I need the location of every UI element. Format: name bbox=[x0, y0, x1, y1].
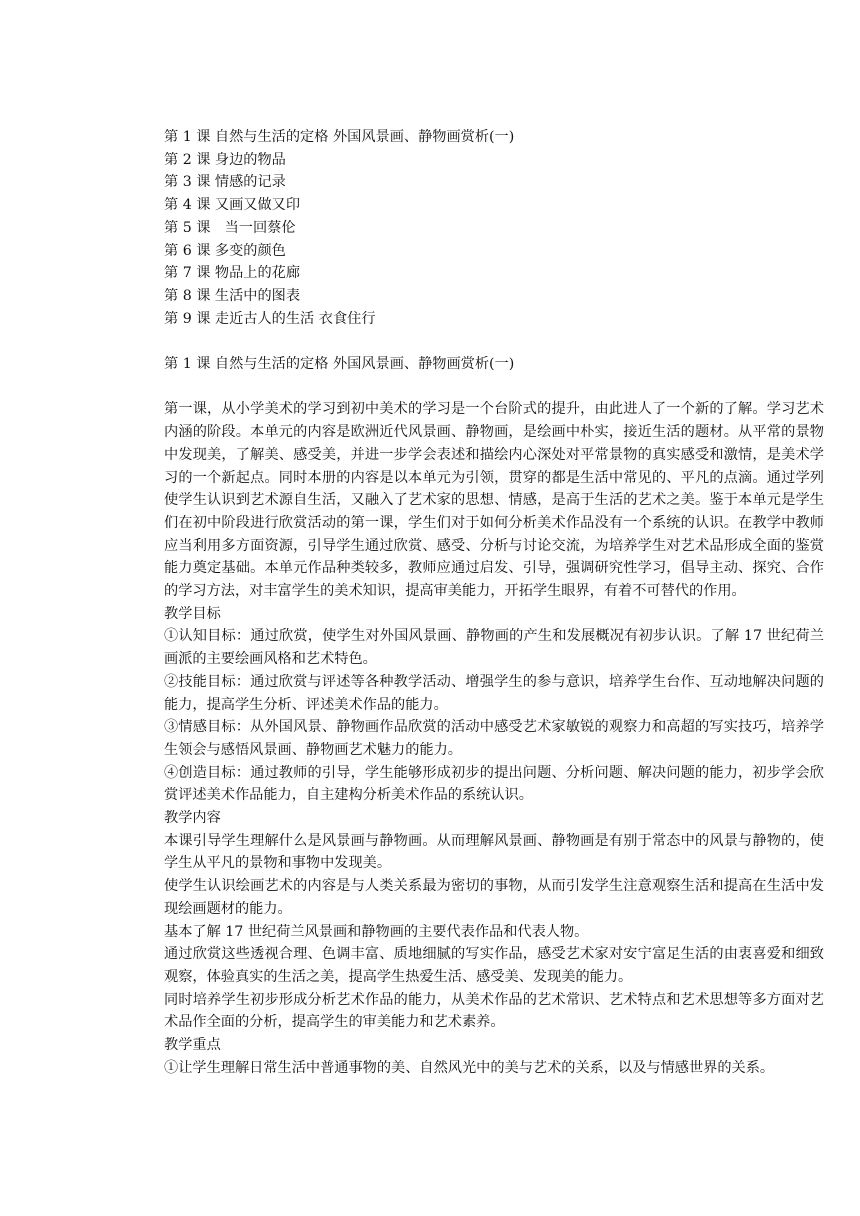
goals-heading: 教学目标 bbox=[164, 605, 221, 622]
key-point-item-1: ①让学生理解日常生活中普通事物的美、自然风光中的美与艺术的关系，以及与情感世界的关系。 bbox=[164, 1059, 775, 1076]
spacer bbox=[164, 376, 824, 399]
spacer bbox=[164, 330, 824, 353]
toc-item-1: 第 1 课 自然与生活的定格 外国风景画、静物画赏析(一) bbox=[164, 129, 515, 145]
content-item-3: 基本了解 17 世纪荷兰风景画和静物画的主要代表作品和代表人物。 bbox=[164, 923, 589, 940]
toc-item-4: 第 4 课 又画又做又印 bbox=[164, 197, 301, 214]
goal-item-1: ①认知目标：通过欣赏，使学生对外国风景画、静物画的产生和发展概况有初步认识。了解 17 世纪荷兰画派的主要绘画风格和艺术特色。 bbox=[164, 628, 824, 668]
document-page bbox=[164, 126, 824, 1080]
goal-item-4: ④创造目标：通过教师的引导，学生能够形成初步的提出问题、分析问题、解决问题的能力，初步学会欣赏评述美术作品能力，自主建构分析美术作品的系统认识。 bbox=[164, 764, 824, 804]
key-points-heading: 教学重点 bbox=[164, 1037, 221, 1054]
table-of-contents bbox=[164, 126, 824, 330]
toc-item-7: 第 7 课 物品上的花廊 bbox=[164, 265, 301, 282]
toc-item-9: 第 9 课 走近古人的生活 衣食住行 bbox=[164, 310, 376, 327]
goal-item-3: ③情感目标：从外国风景、静物画作品欣赏的活动中感受艺术家敏锐的观察力和高超的写实技巧，培养学生领会与感悟风景画、静物画艺术魅力的能力。 bbox=[164, 719, 824, 758]
toc-item-5: 第 5 课 当一回蔡伦 bbox=[164, 219, 296, 236]
toc-item-3: 第 3 课 情感的记录 bbox=[164, 174, 286, 191]
content-item-4: 通过欣赏这些透视合理、色调丰富、质地细腻的写实作品，感受艺术家对安宁富足生活的由衷喜爱和细致观察，体验真实的生活之美，提高学生热爱生活、感受美、发现美的能力。 bbox=[164, 946, 824, 985]
intro-paragraph: 第一课，从小学美术的学习到初中美术的学习是一个台阶式的提升，由此进人了一个新的了解。学习艺术内涵的阶段。本单元的内容是欧洲近代风景画、静物画，是绘画中朴实，接近生活的题材。从平常的景物中发现美，了解美、感受美，并进一步学会表述和描绘内心深处对平常景物的真实感受和激情，是美术学习的一个新起点。同时本册的内容是以本单元为引领，贯穿的都是生活中常见的、平凡的点滴。通过学列使学生认识到艺术源自生活，又融入了艺术家的思想、情感，是高于生活的艺术之美。鉴于本单元是学生们在初中阶段进行欣赏活动的第一课，学生们对于如何分析美术作品没有一个系统的认识。在教学中教师应当利用多方面资源，引导学生通过欣赏、感受、分析与讨论交流，为培养学生对艺术品形成全面的鉴赏能力奠定基础。本单元作品种类较多，教师应通过启发、引导，强调研究性学习，倡导主动、探究、合作的学习方法，对丰富学生的美术知识，提高审美能力，开拓学生眼界，有着不可替代的作用。 bbox=[164, 401, 824, 600]
toc-item-2: 第 2 课 身边的物品 bbox=[164, 151, 286, 168]
content-item-5: 同时培养学生初步形成分析艺术作品的能力，从美术作品的艺术常识、艺术特点和艺术思想等多方面对艺术品作全面的分析，提高学生的审美能力和艺术素养。 bbox=[164, 991, 824, 1031]
content-heading: 教学内容 bbox=[164, 810, 221, 827]
toc-item-6: 第 6 课 多变的颜色 bbox=[164, 242, 286, 259]
toc-item-8: 第 8 课 生活中的图表 bbox=[164, 287, 301, 304]
content-item-1: 本课引导学生理解什么是风景画与静物画。从而理解风景画、静物画是有别于常态中的风景与静物的，使学生从平凡的景物和事物中发现美。 bbox=[164, 832, 824, 872]
goal-item-2: ②技能目标：通过欣赏与评述等各种教学活动、增强学生的参与意识，培养学生台作、互动地解决问题的能力，提高学生分析、评述美术作品的能力。 bbox=[164, 673, 824, 713]
lesson-title: 第 1 课 自然与生活的定格 外国风景画、静物画赏析(一) bbox=[164, 356, 515, 373]
content-item-2: 使学生认识绘画艺术的内容是与人类关系最为密切的事物，从而引发学生注意观察生活和提高在生活中发现绘画题材的能力。 bbox=[164, 878, 824, 917]
